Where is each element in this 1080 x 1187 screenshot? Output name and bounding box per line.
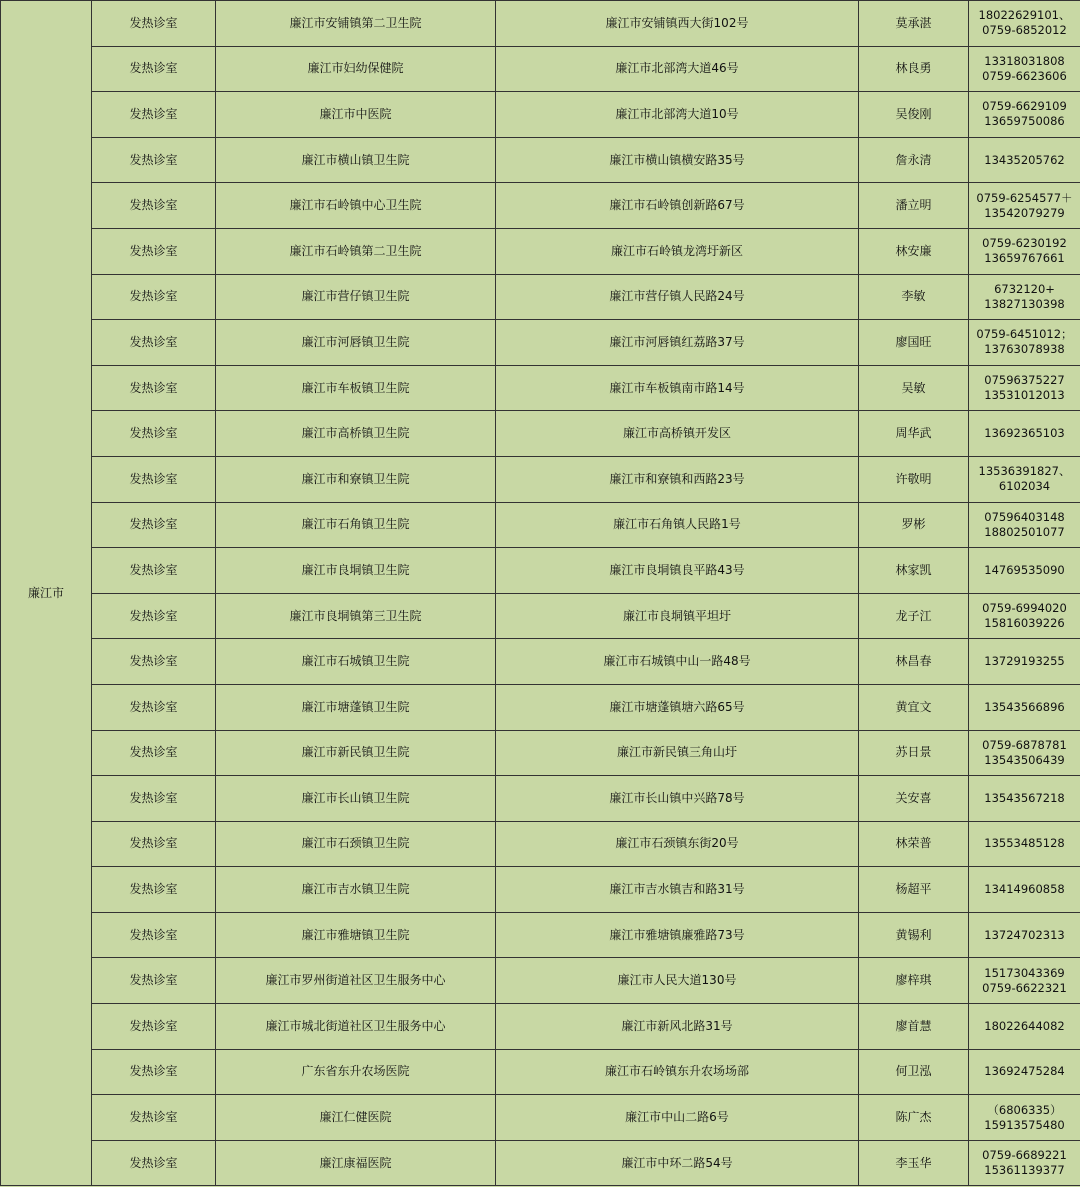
phone-cell: 13543567218	[969, 776, 1080, 822]
phone-cell: 0759-6451012； 13763078938	[969, 320, 1080, 366]
institution-name-cell: 廉江市塘蓬镇卫生院	[216, 684, 496, 730]
clinic-type-cell: 发热诊室	[92, 137, 216, 183]
clinic-type-cell: 发热诊室	[92, 274, 216, 320]
clinic-type-cell: 发热诊室	[92, 776, 216, 822]
clinic-type-cell: 发热诊室	[92, 1095, 216, 1141]
phone-cell: 13724702313	[969, 912, 1080, 958]
address-cell: 廉江市长山镇中兴路78号	[496, 776, 859, 822]
address-cell: 廉江市石岭镇东升农场场部	[496, 1049, 859, 1095]
phone-cell: 0759-6629109 13659750086	[969, 92, 1080, 138]
institution-name-cell: 廉江市和寮镇卫生院	[216, 456, 496, 502]
phone-cell: 13553485128	[969, 821, 1080, 867]
clinic-type-cell: 发热诊室	[92, 46, 216, 92]
phone-cell: 13435205762	[969, 137, 1080, 183]
contact-person-cell: 林荣普	[859, 821, 969, 867]
phone-cell: 13414960858	[969, 867, 1080, 913]
address-cell: 廉江市塘蓬镇塘六路65号	[496, 684, 859, 730]
address-cell: 廉江市高桥镇开发区	[496, 411, 859, 457]
address-cell: 廉江市营仔镇人民路24号	[496, 274, 859, 320]
address-cell: 廉江市人民大道130号	[496, 958, 859, 1004]
phone-cell: 6732120+ 13827130398	[969, 274, 1080, 320]
contact-person-cell: 莫承湛	[859, 1, 969, 47]
clinic-type-cell: 发热诊室	[92, 548, 216, 594]
contact-person-cell: 廖梓琪	[859, 958, 969, 1004]
institution-name-cell: 廉江市良垌镇第三卫生院	[216, 593, 496, 639]
phone-cell: 0759-6994020 15816039226	[969, 593, 1080, 639]
city-cell: 廉江市	[1, 1, 92, 1186]
institution-name-cell: 广东省东升农场医院	[216, 1049, 496, 1095]
phone-cell: 0759-6254577＋ 13542079279	[969, 183, 1080, 229]
address-cell: 廉江市吉水镇吉和路31号	[496, 867, 859, 913]
clinic-type-cell: 发热诊室	[92, 1, 216, 47]
phone-cell: 13318031808 0759-6623606	[969, 46, 1080, 92]
clinic-type-cell: 发热诊室	[92, 1049, 216, 1095]
table-row	[1, 274, 1080, 320]
contact-person-cell: 苏日景	[859, 730, 969, 776]
contact-person-cell: 黄锡利	[859, 912, 969, 958]
contact-person-cell: 吴敏	[859, 365, 969, 411]
contact-person-cell: 罗彬	[859, 502, 969, 548]
table-row	[1, 821, 1080, 867]
clinic-type-cell: 发热诊室	[92, 228, 216, 274]
clinic-type-cell: 发热诊室	[92, 730, 216, 776]
contact-person-cell: 关安喜	[859, 776, 969, 822]
clinic-type-cell: 发热诊室	[92, 502, 216, 548]
clinic-type-cell: 发热诊室	[92, 183, 216, 229]
clinic-type-cell: 发热诊室	[92, 867, 216, 913]
contact-person-cell: 龙子江	[859, 593, 969, 639]
phone-cell: 13543566896	[969, 684, 1080, 730]
institution-name-cell: 廉江市罗州街道社区卫生服务中心	[216, 958, 496, 1004]
phone-cell: 07596403148 18802501077	[969, 502, 1080, 548]
contact-person-cell: 詹永清	[859, 137, 969, 183]
address-cell: 廉江市石岭镇创新路67号	[496, 183, 859, 229]
phone-cell: 18022644082	[969, 1004, 1080, 1050]
address-cell: 廉江市新民镇三角山圩	[496, 730, 859, 776]
address-cell: 廉江市北部湾大道46号	[496, 46, 859, 92]
table-row	[1, 228, 1080, 274]
table-row	[1, 684, 1080, 730]
clinic-type-cell: 发热诊室	[92, 320, 216, 366]
contact-person-cell: 陈广杰	[859, 1095, 969, 1141]
table-row	[1, 365, 1080, 411]
contact-person-cell: 杨超平	[859, 867, 969, 913]
clinic-type-cell: 发热诊室	[92, 411, 216, 457]
institution-name-cell: 廉江市雅塘镇卫生院	[216, 912, 496, 958]
institution-name-cell: 廉江市良垌镇卫生院	[216, 548, 496, 594]
phone-cell: 15173043369 0759-6622321	[969, 958, 1080, 1004]
contact-person-cell: 许敬明	[859, 456, 969, 502]
phone-cell: （6806335） 15913575480	[969, 1095, 1080, 1141]
table-row	[1, 776, 1080, 822]
clinic-type-cell: 发热诊室	[92, 912, 216, 958]
institution-name-cell: 廉江市横山镇卫生院	[216, 137, 496, 183]
phone-cell: 0759-6230192 13659767661	[969, 228, 1080, 274]
table-row	[1, 46, 1080, 92]
table-row	[1, 1140, 1080, 1186]
clinic-type-cell: 发热诊室	[92, 958, 216, 1004]
clinic-type-cell: 发热诊室	[92, 1004, 216, 1050]
institution-name-cell: 廉江康福医院	[216, 1140, 496, 1186]
table-body	[1, 1, 1080, 1186]
contact-person-cell: 潘立明	[859, 183, 969, 229]
contact-person-cell: 林安廉	[859, 228, 969, 274]
clinic-type-cell: 发热诊室	[92, 821, 216, 867]
table-row	[1, 639, 1080, 685]
clinic-type-cell: 发热诊室	[92, 593, 216, 639]
contact-person-cell: 吴俊刚	[859, 92, 969, 138]
institution-name-cell: 廉江市车板镇卫生院	[216, 365, 496, 411]
contact-person-cell: 何卫泓	[859, 1049, 969, 1095]
clinic-type-cell: 发热诊室	[92, 92, 216, 138]
institution-name-cell: 廉江市石城镇卫生院	[216, 639, 496, 685]
phone-cell: 07596375227 13531012013	[969, 365, 1080, 411]
address-cell: 廉江市河唇镇红荔路37号	[496, 320, 859, 366]
address-cell: 廉江市雅塘镇廉雅路73号	[496, 912, 859, 958]
institution-name-cell: 廉江市营仔镇卫生院	[216, 274, 496, 320]
phone-cell: 18022629101、 0759-6852012	[969, 1, 1080, 47]
institution-name-cell: 廉江市高桥镇卫生院	[216, 411, 496, 457]
contact-person-cell: 周华武	[859, 411, 969, 457]
table-row	[1, 502, 1080, 548]
address-cell: 廉江市中山二路6号	[496, 1095, 859, 1141]
address-cell: 廉江市和寮镇和西路23号	[496, 456, 859, 502]
address-cell: 廉江市安铺镇西大街102号	[496, 1, 859, 47]
table-row	[1, 137, 1080, 183]
address-cell: 廉江市石城镇中山一路48号	[496, 639, 859, 685]
address-cell: 廉江市新风北路31号	[496, 1004, 859, 1050]
table-row	[1, 1095, 1080, 1141]
institution-name-cell: 廉江市吉水镇卫生院	[216, 867, 496, 913]
institution-name-cell: 廉江市石角镇卫生院	[216, 502, 496, 548]
institution-name-cell: 廉江市石颈镇卫生院	[216, 821, 496, 867]
table-row	[1, 183, 1080, 229]
phone-cell: 14769535090	[969, 548, 1080, 594]
clinic-type-cell: 发热诊室	[92, 456, 216, 502]
institution-name-cell: 廉江市长山镇卫生院	[216, 776, 496, 822]
clinic-type-cell: 发热诊室	[92, 639, 216, 685]
contact-person-cell: 黄宜文	[859, 684, 969, 730]
table-row	[1, 456, 1080, 502]
phone-cell: 13692365103	[969, 411, 1080, 457]
address-cell: 廉江市良垌镇良平路43号	[496, 548, 859, 594]
table-row	[1, 92, 1080, 138]
address-cell: 廉江市石角镇人民路1号	[496, 502, 859, 548]
table-row	[1, 548, 1080, 594]
institution-name-cell: 廉江仁健医院	[216, 1095, 496, 1141]
address-cell: 廉江市车板镇南市路14号	[496, 365, 859, 411]
table-row	[1, 867, 1080, 913]
institution-name-cell: 廉江市妇幼保健院	[216, 46, 496, 92]
phone-cell: 13536391827、 6102034	[969, 456, 1080, 502]
table-row	[1, 1049, 1080, 1095]
contact-person-cell: 廖国旺	[859, 320, 969, 366]
table-row	[1, 912, 1080, 958]
contact-person-cell: 廖首慧	[859, 1004, 969, 1050]
table-row	[1, 411, 1080, 457]
phone-cell: 13692475284	[969, 1049, 1080, 1095]
address-cell: 廉江市中环二路54号	[496, 1140, 859, 1186]
clinic-type-cell: 发热诊室	[92, 684, 216, 730]
address-cell: 廉江市石岭镇龙湾圩新区	[496, 228, 859, 274]
institution-name-cell: 廉江市河唇镇卫生院	[216, 320, 496, 366]
contact-person-cell: 林家凯	[859, 548, 969, 594]
address-cell: 廉江市横山镇横安路35号	[496, 137, 859, 183]
table-row	[1, 593, 1080, 639]
address-cell: 廉江市石颈镇东街20号	[496, 821, 859, 867]
phone-cell: 13729193255	[969, 639, 1080, 685]
institution-name-cell: 廉江市城北街道社区卫生服务中心	[216, 1004, 496, 1050]
address-cell: 廉江市良垌镇平坦圩	[496, 593, 859, 639]
institution-name-cell: 廉江市安铺镇第二卫生院	[216, 1, 496, 47]
contact-person-cell: 林良勇	[859, 46, 969, 92]
phone-cell: 0759-6878781 13543506439	[969, 730, 1080, 776]
table-row	[1, 730, 1080, 776]
contact-person-cell: 李玉华	[859, 1140, 969, 1186]
phone-cell: 0759-6689221 15361139377	[969, 1140, 1080, 1186]
institution-name-cell: 廉江市石岭镇中心卫生院	[216, 183, 496, 229]
address-cell: 廉江市北部湾大道10号	[496, 92, 859, 138]
table-row	[1, 320, 1080, 366]
table-row	[1, 1004, 1080, 1050]
institution-name-cell: 廉江市中医院	[216, 92, 496, 138]
table-row	[1, 958, 1080, 1004]
table-row	[1, 1, 1080, 47]
institution-name-cell: 廉江市新民镇卫生院	[216, 730, 496, 776]
clinic-type-cell: 发热诊室	[92, 365, 216, 411]
clinic-type-cell: 发热诊室	[92, 1140, 216, 1186]
institution-name-cell: 廉江市石岭镇第二卫生院	[216, 228, 496, 274]
contact-person-cell: 李敏	[859, 274, 969, 320]
contact-person-cell: 林昌春	[859, 639, 969, 685]
